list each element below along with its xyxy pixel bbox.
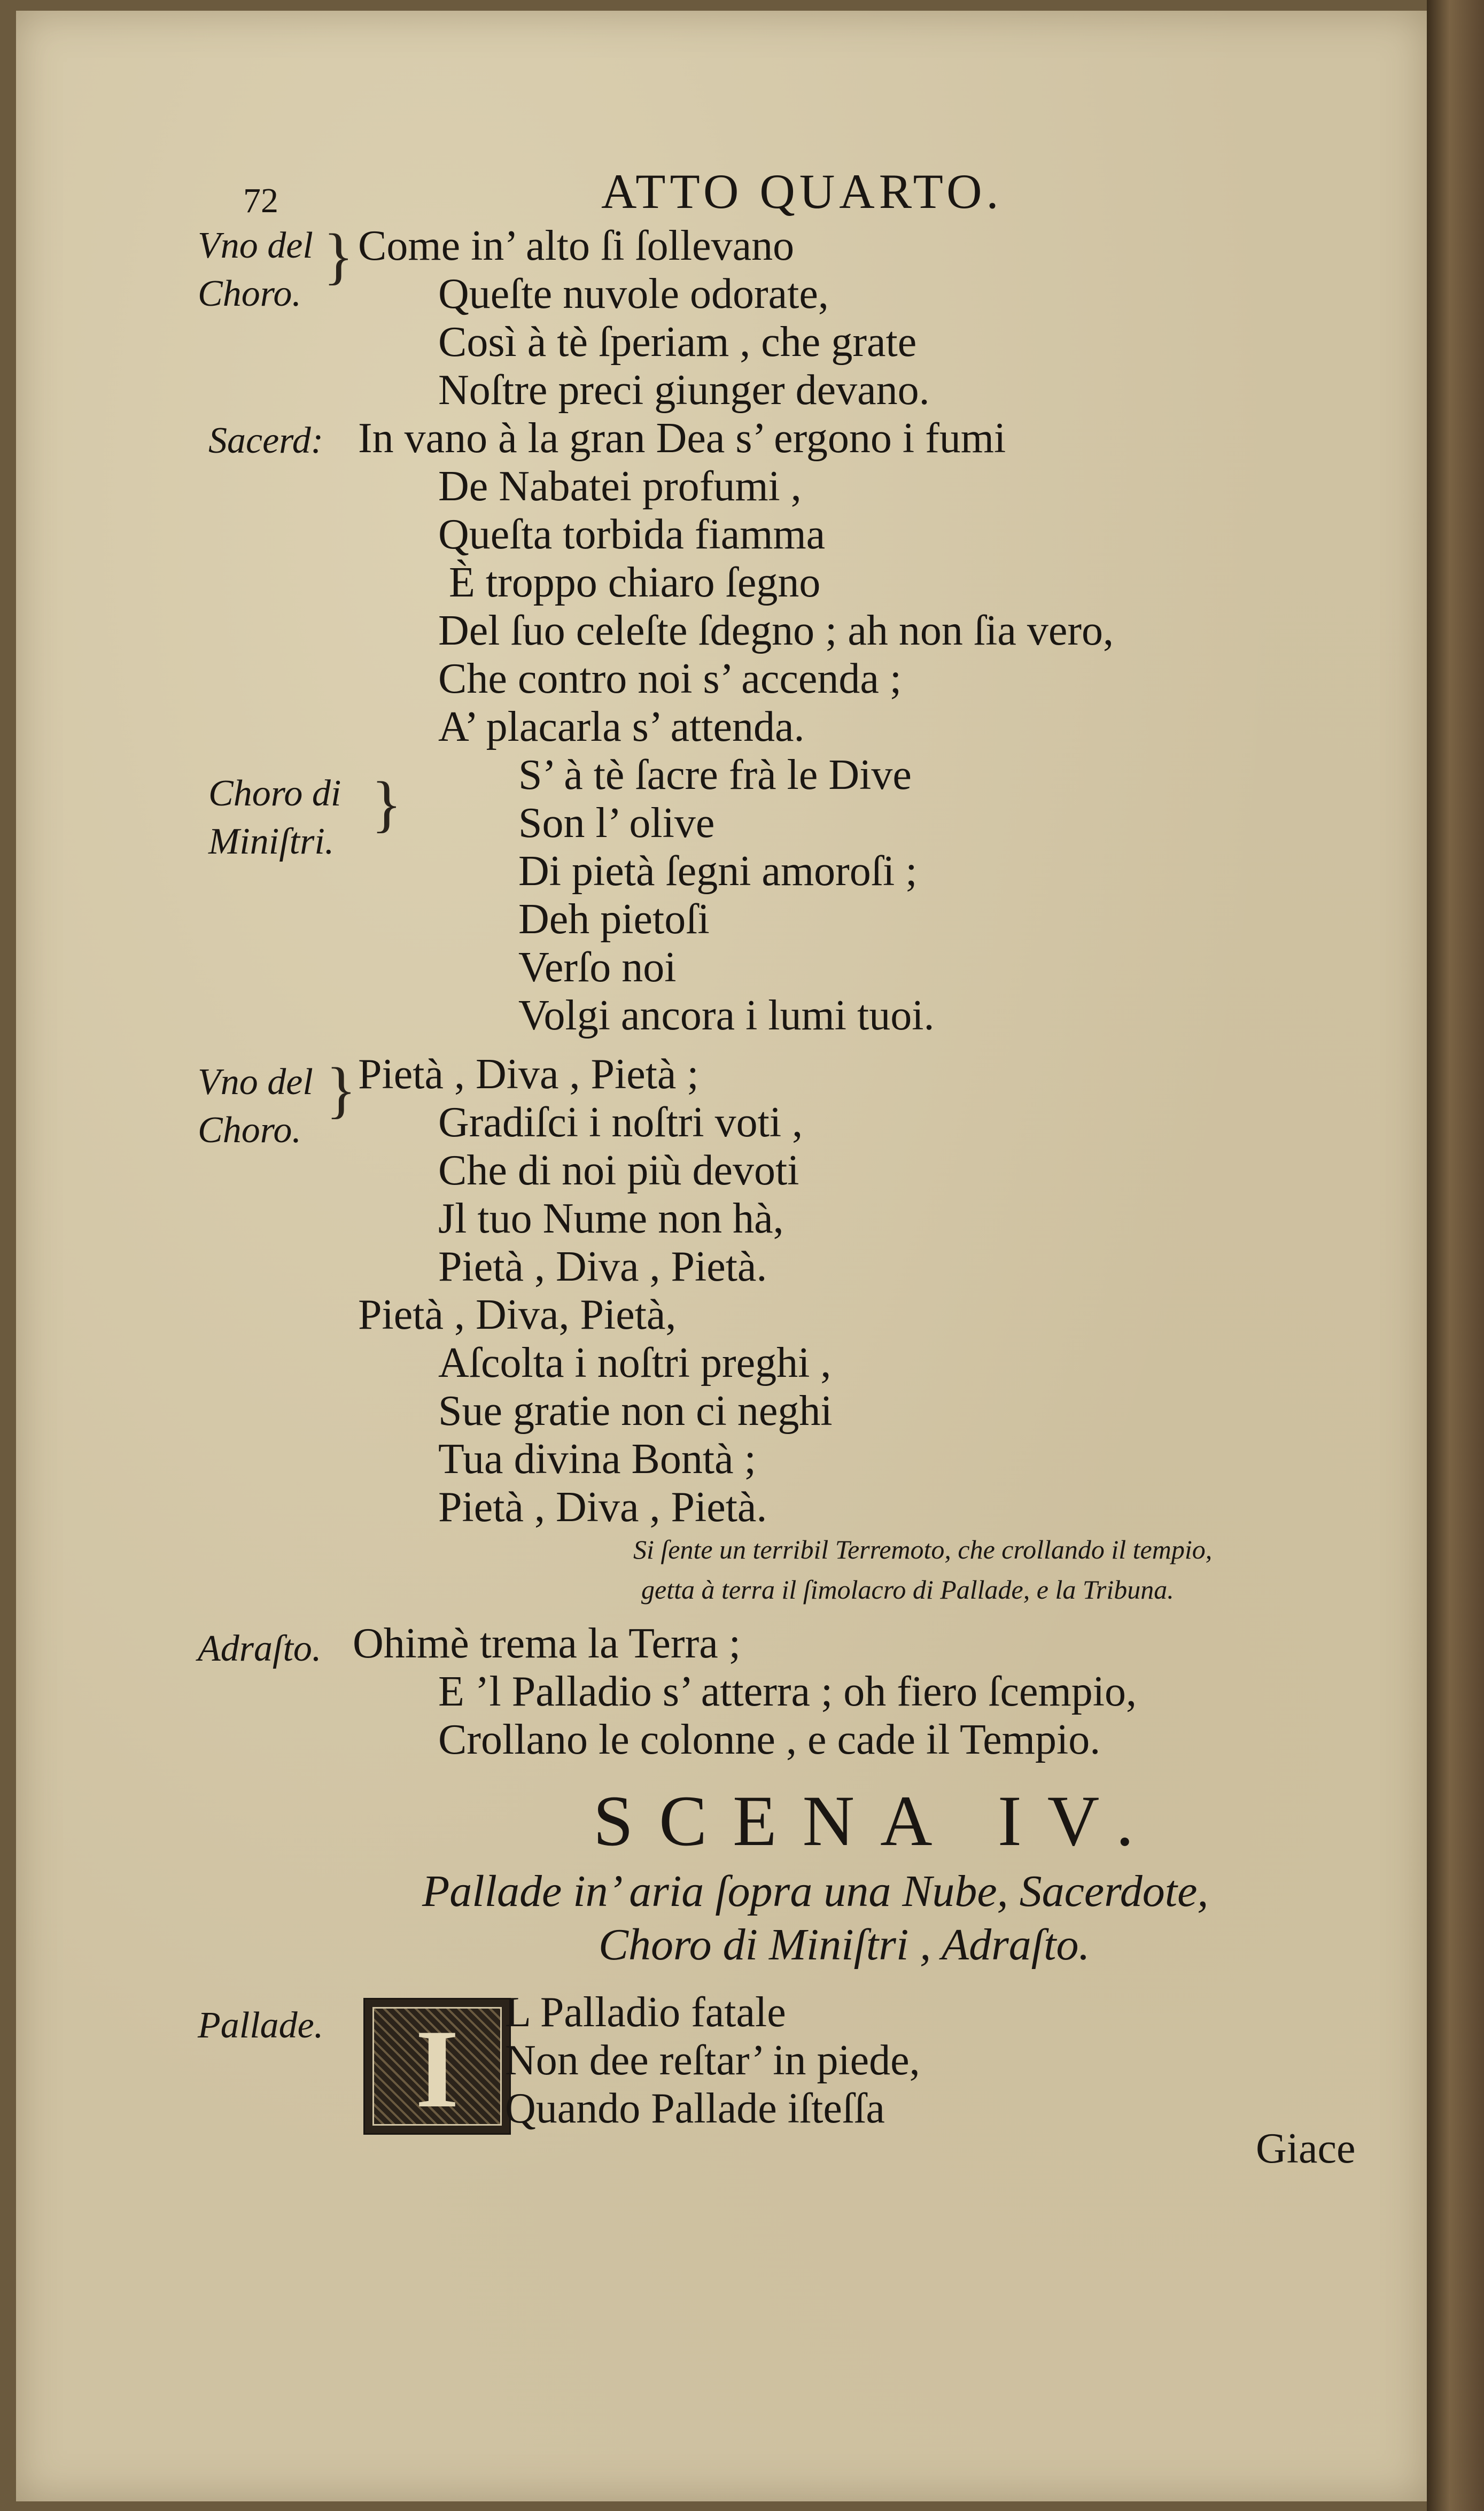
verse-line: Sue gratie non ci neghi [438,1388,833,1435]
verse-line: Volgi ancora i lumi tuoi. [518,992,935,1039]
verse-line: È troppo chiaro ſegno [449,559,821,606]
catchword: Giace [1256,2125,1356,2172]
verse-line: Tua divina Bontà ; [438,1436,756,1483]
stage-direction: Si ſente un terribil Terremoto, che crollando il tempio, [633,1534,1213,1564]
verse-line: Che di noi più devoti [438,1147,799,1194]
scene-heading: SCENA IV. [593,1781,1160,1861]
verse-line: Noſtre preci giunger devano. [438,367,930,414]
running-head: ATTO QUARTO. [601,164,1003,219]
verse-line: A’ placarla s’ attenda. [438,703,805,750]
initial-letter: I [415,2007,459,2131]
speaker-label: Vno del [198,1061,313,1103]
scene-characters: Pallade in’ aria ſopra una Nube, Sacerdote, [422,1866,1209,1916]
verse-line: Ohimè trema la Terra ; [353,1620,741,1667]
speaker-label: Adraſto. [198,1628,322,1669]
verse-line: Pietà , Diva , Pietà ; [358,1051,699,1098]
page-number: 72 [243,181,278,220]
speaker-label: Choro. [198,1110,301,1151]
speaker-label: Vno del [198,225,313,266]
verse-line: E ’l Palladio s’ atterra ; oh fiero ſcempio, [438,1668,1137,1715]
verse-line: Del ſuo celeſte ſdegno ; ah non ſia vero, [438,607,1114,654]
verse-line: Queſta torbida fiamma [438,511,826,558]
speaker-label: Sacerd: [208,420,324,461]
verse-line: Di pietà ſegni amoroſi ; [518,848,918,895]
decorated-initial [363,1998,511,2135]
speaker-brace: } [326,1055,356,1125]
scene-characters: Choro di Miniſtri , Adraſto. [599,1920,1090,1970]
verse-line: Son l’ olive [518,800,715,847]
verse-line: Aſcolta i noſtri preghi , [438,1339,832,1386]
speaker-label: Miniſtri. [208,821,335,862]
speaker-label: Choro di [208,773,341,814]
book-gutter [1427,0,1484,2511]
verse-line: Quando Pallade iſteſſa [505,2085,885,2132]
verse-line: Pietà , Diva , Pietà. [438,1484,767,1531]
verse-line: Deh pietoſi [518,896,710,943]
verse-line: Queſte nuvole odorate, [438,270,829,317]
stage-direction: getta à terra il ſimolacro di Pallade, e la Tribuna. [641,1575,1174,1605]
verse-line: Pietà , Diva, Pietà, [358,1291,677,1338]
verse-line: Gradiſci i noſtri voti , [438,1099,803,1146]
verse-line: L Palladio fatale [505,1989,786,2036]
verse-line: Così à tè ſperiam , che grate [438,319,917,366]
verse-line: Che contro noi s’ accenda ; [438,655,902,702]
speaker-brace: } [371,769,402,839]
verse-line: Non dee reſtar’ in piede, [505,2037,920,2084]
verse-line: De Nabatei profumi , [438,463,802,510]
speaker-label: Choro. [198,273,301,314]
verse-line: S’ à tè ſacre frà le Dive [518,751,912,799]
verse-line: Jl tuo Nume non hà, [438,1195,784,1242]
speaker-label: Pallade. [198,2005,324,2046]
verse-line: Crollano le colonne , e cade il Tempio. [438,1716,1101,1763]
speaker-brace: } [323,221,354,291]
verse-line: Verſo noi [518,944,677,991]
verse-line: Pietà , Diva , Pietà. [438,1243,767,1290]
verse-line: Come in’ alto ſi ſollevano [358,222,795,269]
verse-line: In vano à la gran Dea s’ ergono i fumi [358,415,1006,462]
book-page [16,11,1427,2501]
